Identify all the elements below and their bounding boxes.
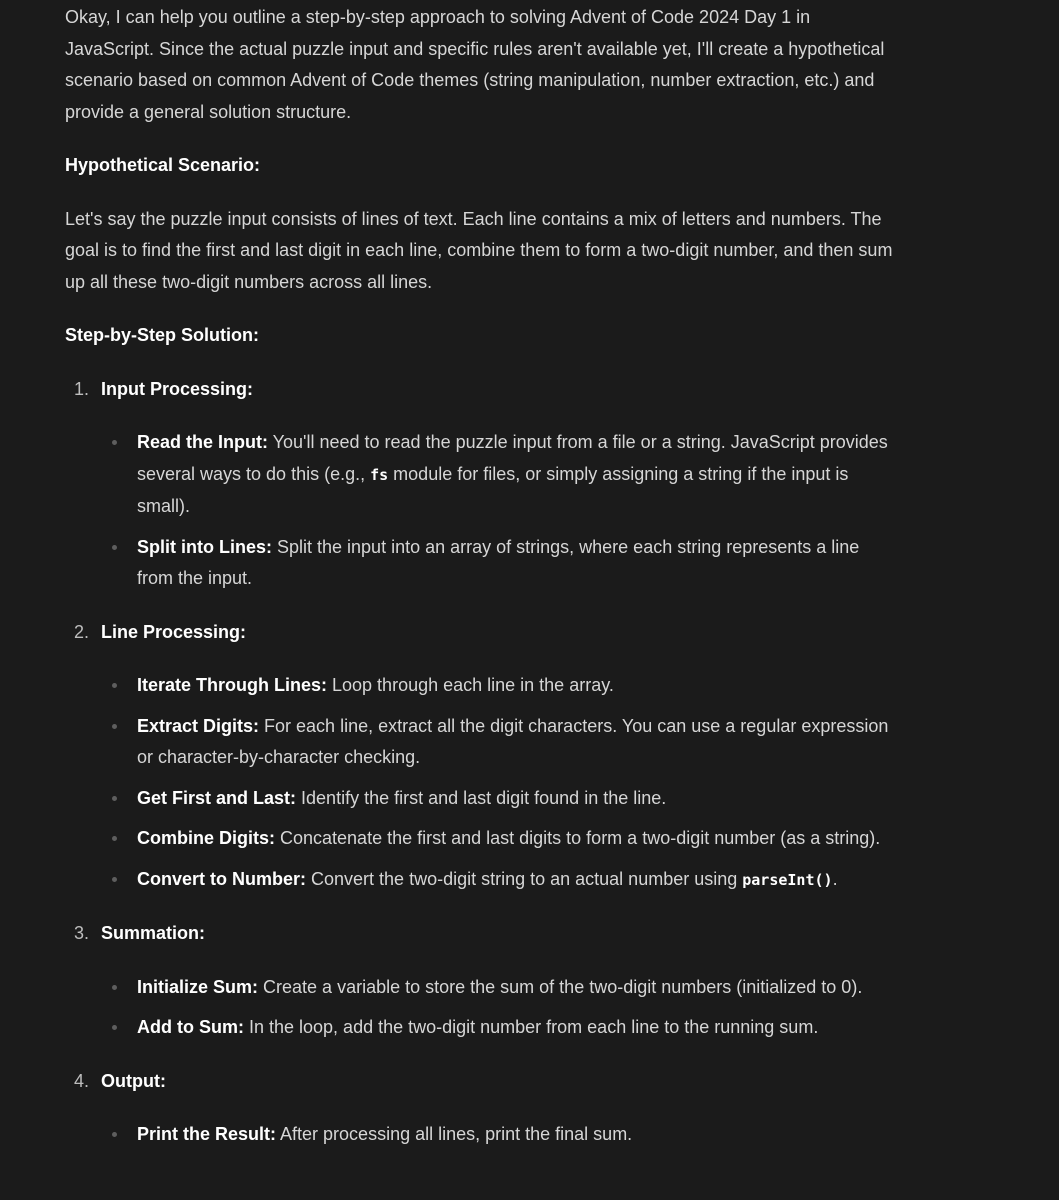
item-text: You'll need to read the puzzle input from a file or a string. JavaScript provides several ways to do this (e.g., <box>137 432 888 484</box>
inline-code: parseInt() <box>742 870 833 889</box>
item-text: After processing all lines, print the final sum. <box>276 1124 633 1144</box>
step-title: Line Processing: <box>101 621 247 642</box>
chat-response <box>65 2 895 1173</box>
step-3-list <box>65 972 895 1044</box>
item-text: Convert the two-digit string to an actual number using <box>306 868 743 889</box>
item-label: Print the Result: <box>137 1124 277 1144</box>
list-item <box>137 532 895 595</box>
item-text: Concatenate the first and last digits to form a two-digit number (as a string). <box>275 828 881 848</box>
list-item <box>137 864 895 897</box>
list-item <box>137 711 895 774</box>
bullet-icon <box>112 985 117 990</box>
step-title: Summation: <box>101 923 206 943</box>
item-label: Iterate Through Lines: <box>137 675 328 695</box>
item-text: Split the input into an array of strings, where each string represents a line from the input. <box>137 536 860 588</box>
list-item <box>137 670 895 702</box>
item-label: Read the Input: <box>137 432 268 452</box>
step-number: 4. <box>74 1070 90 1091</box>
step-1-list <box>65 427 895 595</box>
step-4-list <box>65 1119 895 1151</box>
item-label: Extract Digits: <box>137 715 260 736</box>
bullet-icon <box>112 683 117 688</box>
item-label: Initialize Sum: <box>137 976 259 997</box>
solution-heading: Step-by-Step Solution: <box>65 325 259 345</box>
bullet-icon <box>112 724 117 729</box>
inline-code: fs <box>370 465 389 484</box>
item-text: For each line, extract all the digit characters. You can use a regular expression or character-by-character checking. <box>137 715 889 767</box>
item-label: Convert to Number: <box>137 868 307 889</box>
step-4 <box>65 1066 895 1098</box>
bullet-icon <box>112 440 117 445</box>
list-item <box>137 427 895 523</box>
item-label: Split into Lines: <box>137 536 272 557</box>
bullet-icon <box>112 877 117 882</box>
step-number: 1. <box>74 378 90 399</box>
item-text: . <box>832 868 838 889</box>
bullet-icon <box>112 545 117 550</box>
step-2 <box>65 617 895 649</box>
step-title: Output: <box>101 1070 166 1091</box>
item-text: Identify the first and last digit found in the line. <box>296 787 667 808</box>
bullet-icon <box>112 796 117 801</box>
step-2-list <box>65 670 895 896</box>
item-label: Add to Sum: <box>137 1017 244 1037</box>
list-item <box>137 783 895 815</box>
scenario-paragraph: Let's say the puzzle input consists of lines of text. Each line contains a mix of letters and numbers. The goal is to find the first and last digit in each line, combine them to form a two-digit number, and then sum up all these two-digit numbers across all lines. <box>65 208 893 292</box>
step-3 <box>65 918 895 950</box>
step-1 <box>65 374 895 406</box>
step-number: 2. <box>74 621 90 642</box>
bullet-icon <box>112 1132 117 1137</box>
item-label: Combine Digits: <box>137 828 275 848</box>
bullet-icon <box>112 1025 117 1030</box>
item-text: In the loop, add the two-digit number from each line to the running sum. <box>243 1017 819 1037</box>
list-item <box>137 1119 895 1151</box>
list-item <box>137 972 895 1004</box>
list-item <box>137 1012 895 1044</box>
step-title: Input Processing: <box>101 378 254 399</box>
item-text: module for files, or simply assigning a string if the input is small). <box>137 463 849 516</box>
bullet-icon <box>112 836 117 841</box>
step-number: 3. <box>74 923 90 943</box>
item-label: Get First and Last: <box>137 787 297 808</box>
item-text: Loop through each line in the array. <box>327 675 614 695</box>
scenario-heading: Hypothetical Scenario: <box>65 155 261 175</box>
intro-paragraph: Okay, I can help you outline a step-by-step approach to solving Advent of Code 2024 Day 1 in JavaScript. Since the actual puzzle input and specific rules aren't available yet, I'll create a hypothetical scenario based on common Advent of Code themes (string manipulation, number extraction, etc.) and provide a general solution structure. <box>65 7 885 122</box>
list-item <box>137 823 895 855</box>
item-text: Create a variable to store the sum of the two-digit numbers (initialized to 0). <box>258 976 863 997</box>
